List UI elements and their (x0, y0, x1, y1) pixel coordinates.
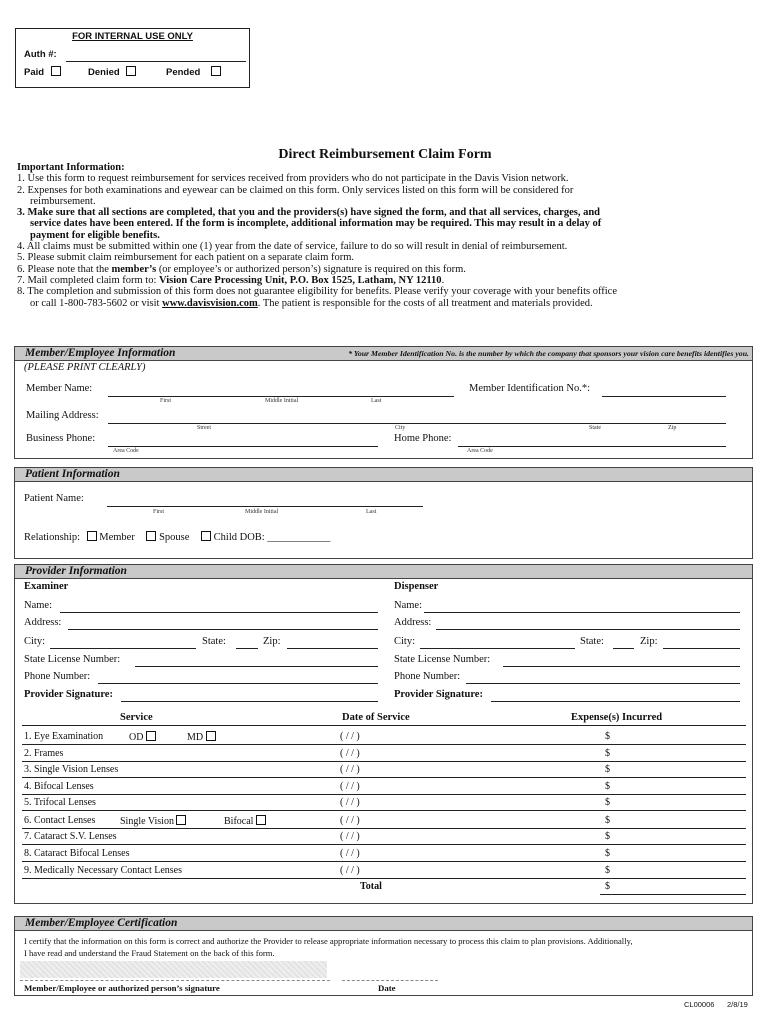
service-column-header: Service (120, 712, 153, 723)
denied-option (88, 66, 136, 78)
md-label: MD (187, 732, 204, 743)
auth-label: Auth #: (24, 49, 57, 60)
important-heading: Important Information: (17, 162, 125, 173)
date-of-service-field[interactable]: ( / / ) (340, 797, 360, 808)
pended-option (166, 66, 221, 78)
mailing-address-label: Mailing Address: (26, 410, 99, 421)
dispenser-state-label: State: (580, 636, 604, 647)
dispenser-phone-label: Phone Number: (394, 671, 461, 682)
service-header-rule (22, 725, 746, 726)
home-phone-field[interactable] (458, 446, 726, 447)
paid-option (24, 66, 61, 78)
row-line (22, 777, 746, 778)
patient-heading: Patient Information (25, 468, 120, 480)
relationship-label: Relationship: (24, 532, 80, 543)
auth-field[interactable] (66, 61, 246, 62)
examiner-zip-field[interactable] (287, 648, 378, 649)
md-checkbox[interactable] (206, 731, 216, 741)
total-row (22, 881, 746, 895)
bifocal-checkbox[interactable] (256, 815, 266, 825)
service-label: 9. Medically Necessary Contact Lenses (24, 865, 183, 876)
home-phone-label: Home Phone: (394, 433, 452, 444)
city-caption: City (395, 425, 406, 431)
patient-last-caption: Last (366, 509, 377, 515)
certification-text-1: I certify that the information on this form is correct and authorize the Provider to release appropriate information necessary to process this claim to plan provisions. Additionally, (24, 936, 633, 946)
info-item-1: 1. Use this form to request reimbursement for services received from providers who do not participate in the Davis Vision network. (17, 173, 569, 185)
expense-dollar[interactable]: $ (605, 748, 610, 759)
date-of-service-field[interactable]: ( / / ) (340, 764, 360, 775)
patient-name-field[interactable] (107, 506, 423, 507)
info-item-8-c: . The patient is responsible for the costs of all treatment and materials provided. (257, 297, 593, 309)
member-name-label: Member Name: (26, 383, 93, 394)
date-of-service-field[interactable]: ( / / ) (340, 865, 360, 876)
member-heading: Member/Employee Information (25, 347, 176, 359)
expense-dollar[interactable]: $ (605, 848, 610, 859)
patient-name-label: Patient Name: (24, 493, 84, 504)
member-option-label: Member (99, 532, 135, 543)
expense-dollar[interactable]: $ (605, 797, 610, 808)
member-signature-field[interactable] (20, 961, 327, 978)
date-column-header: Date of Service (342, 712, 410, 723)
dispenser-license-label: State License Number: (394, 654, 491, 665)
dispenser-city-label: City: (394, 636, 416, 647)
service-row (22, 764, 746, 778)
member-id-field[interactable] (602, 396, 726, 397)
zip-caption: Zip (668, 425, 677, 431)
single-vision-label: Single Vision (120, 816, 174, 827)
info-item-2-cont: reimbursement. (30, 195, 96, 207)
od-label: OD (129, 732, 144, 743)
examiner-heading: Examiner (24, 581, 69, 592)
examiner-city-field[interactable] (50, 648, 196, 649)
patient-middle-caption: Middle Initial (245, 509, 279, 515)
info-item-3-cont: service dates have been entered. If the form is incomplete, additional information may be required. This may result in a delay of (30, 218, 602, 230)
service-label: 4. Bifocal Lenses (24, 781, 94, 792)
info-item-4: 4. All claims must be submitted within one (1) year from the date of service, failure to do so will result in denial of reimbursement. (17, 241, 568, 253)
date-of-service-field[interactable]: ( / / ) (340, 731, 360, 742)
row-line (22, 810, 746, 811)
service-label: 7. Cataract S.V. Lenses (24, 831, 117, 842)
info-item-7 (17, 275, 757, 286)
certification-section-header (14, 916, 753, 931)
date-of-service-field[interactable]: ( / / ) (340, 831, 360, 842)
row-line (22, 744, 746, 745)
certification-heading: Member/Employee Certification (25, 917, 178, 929)
dispenser-city-field[interactable] (420, 648, 575, 649)
examiner-license-label: State License Number: (24, 654, 121, 665)
dispenser-zip-field[interactable] (663, 648, 740, 649)
date-of-service-field[interactable]: ( / / ) (340, 748, 360, 759)
denied-label: Denied (88, 67, 120, 78)
examiner-state-label: State: (202, 636, 226, 647)
total-label: Total (360, 881, 382, 892)
row-line (22, 861, 746, 862)
member-id-note: * Your Member Identification No. is the number by which the company that sponsors your vision care benefits identifies you. (348, 349, 749, 358)
single-vision-checkbox[interactable] (176, 815, 186, 825)
expense-dollar[interactable]: $ (605, 831, 610, 842)
row-line (22, 828, 746, 829)
member-checkbox[interactable] (87, 531, 97, 541)
dispenser-signature-label: Provider Signature: (394, 689, 483, 700)
dispenser-address-label: Address: (394, 617, 432, 628)
pended-checkbox[interactable] (211, 66, 221, 76)
provider-heading: Provider Information (25, 565, 127, 577)
member-first-caption: First (160, 398, 172, 404)
home-area-code-caption: Area Code (467, 448, 493, 454)
dispenser-signature-field[interactable] (491, 701, 740, 702)
expense-dollar[interactable]: $ (605, 764, 610, 775)
service-label: 2. Frames (24, 748, 64, 759)
certification-text-2: I have read and understand the Fraud Statement on the back of this form. (24, 948, 275, 958)
business-area-code-caption: Area Code (113, 448, 139, 454)
dispenser-address-field[interactable] (436, 629, 740, 630)
service-row (22, 848, 746, 862)
pended-label: Pended (166, 67, 201, 78)
dispenser-state-field[interactable] (613, 648, 634, 649)
child-dob-label: Child DOB: (213, 532, 265, 543)
service-label: 5. Trifocal Lenses (24, 797, 96, 808)
od-checkbox[interactable] (146, 731, 156, 741)
service-row (22, 731, 746, 745)
examiner-address-field[interactable] (68, 629, 378, 630)
expense-column-header: Expense(s) Incurred (571, 712, 663, 723)
member-signature-line (20, 980, 330, 981)
service-label: 3. Single Vision Lenses (24, 764, 119, 775)
expense-dollar[interactable]: $ (605, 781, 610, 792)
member-name-field[interactable] (108, 396, 454, 397)
examiner-name-field[interactable] (60, 612, 378, 613)
paid-checkbox[interactable] (51, 66, 61, 76)
business-phone-field[interactable] (108, 446, 378, 447)
date-of-service-field[interactable]: ( / / ) (340, 781, 360, 792)
row-line (22, 761, 746, 762)
info-item-7-a: 7. Mail completed claim form to: (17, 274, 160, 286)
date-of-service-field[interactable]: ( / / ) (340, 815, 360, 826)
service-row (22, 865, 746, 879)
total-line (600, 894, 746, 895)
examiner-license-field[interactable] (135, 666, 378, 667)
info-item-6 (17, 264, 757, 275)
child-dob-field[interactable]: ____________ (267, 532, 331, 543)
info-item-5: 5. Please submit claim reimbursement for each patient on a separate claim form. (17, 252, 355, 264)
info-item-7-c: . (441, 274, 445, 286)
denied-checkbox[interactable] (126, 66, 136, 76)
spouse-checkbox[interactable] (146, 531, 156, 541)
examiner-city-label: City: (24, 636, 46, 647)
info-item-8: 8. The completion and submission of this form does not guarantee eligibility for benefits. Please verify your coverage with your benefits office (17, 286, 618, 298)
single-vision-option (120, 815, 186, 827)
child-checkbox[interactable] (201, 531, 211, 541)
row-line (22, 844, 746, 845)
info-item-8-cont (17, 298, 757, 309)
spouse-option-label: Spouse (159, 532, 190, 543)
info-item-6-c: (or employee’s or authorized person’s) signature is required on this form. (156, 263, 466, 275)
date-of-service-field[interactable]: ( / / ) (340, 848, 360, 859)
service-row (22, 815, 746, 829)
expense-dollar[interactable]: $ (605, 731, 610, 742)
mail-address: Vision Care Processing Unit, P.O. Box 1525, Latham, NY 12110 (159, 274, 442, 286)
examiner-address-label: Address: (24, 617, 62, 628)
internal-use-title: FOR INTERNAL USE ONLY (72, 31, 193, 42)
service-label: 8. Cataract Bifocal Lenses (24, 848, 130, 859)
service-row (22, 831, 746, 845)
form-code: CL00006 (684, 1000, 715, 1009)
dispenser-phone-field[interactable] (466, 683, 740, 684)
member-section-header (14, 346, 753, 361)
info-item-8-a: or call 1-800-783-5602 or visit (30, 297, 163, 309)
member-middle-caption: Middle Initial (265, 398, 299, 404)
examiner-state-field[interactable] (236, 648, 258, 649)
form-title: Direct Reimbursement Claim Form (278, 147, 492, 162)
service-label: 1. Eye Examination (24, 731, 104, 742)
form-revision-date: 2/8/19 (727, 1000, 748, 1009)
dispenser-heading: Dispenser (394, 581, 439, 592)
info-item-3: 3. Make sure that all sections are completed, that you and the providers(s) have signed the form, and that all services, charges, and (17, 207, 601, 219)
provider-section-header (14, 564, 753, 579)
row-line (22, 794, 746, 795)
service-row (22, 748, 746, 762)
bifocal-option (224, 815, 266, 827)
cert-date-label: Date (378, 983, 396, 993)
od-option (129, 731, 156, 743)
info-item-6-b: member’s (111, 263, 157, 275)
dispenser-name-field[interactable] (424, 612, 740, 613)
row-line (22, 878, 746, 879)
examiner-zip-label: Zip: (263, 636, 281, 647)
expense-dollar[interactable]: $ (605, 865, 610, 876)
bifocal-label: Bifocal (224, 816, 254, 827)
examiner-phone-field[interactable] (98, 683, 378, 684)
mailing-address-field[interactable] (108, 423, 726, 424)
business-phone-label: Business Phone: (26, 433, 96, 444)
total-dollar[interactable]: $ (605, 881, 610, 892)
cert-date-line[interactable] (342, 980, 438, 981)
md-option (187, 731, 216, 743)
davis-vision-link[interactable]: www.davisvision.com (162, 297, 258, 309)
member-id-label: Member Identification No.*: (469, 383, 591, 394)
examiner-phone-label: Phone Number: (24, 671, 91, 682)
print-clearly: (PLEASE PRINT CLEARLY) (24, 362, 146, 373)
info-item-6-a: 6. Please note that the (17, 263, 112, 275)
street-caption: Street (197, 425, 211, 431)
paid-label: Paid (24, 67, 45, 78)
member-last-caption: Last (371, 398, 382, 404)
important-information (17, 162, 757, 309)
service-row (22, 781, 746, 795)
dispenser-license-field[interactable] (503, 666, 740, 667)
state-caption: State (589, 425, 601, 431)
examiner-signature-label: Provider Signature: (24, 689, 113, 700)
examiner-name-label: Name: (24, 600, 52, 611)
info-item-2: 2. Expenses for both examinations and eyewear can be claimed on this form. Only services listed on this form will be considered for (17, 184, 574, 196)
service-label: 6. Contact Lenses (24, 815, 96, 826)
dispenser-zip-label: Zip: (640, 636, 658, 647)
patient-first-caption: First (153, 509, 165, 515)
dispenser-name-label: Name: (394, 600, 422, 611)
internal-use-box (15, 28, 250, 88)
examiner-signature-field[interactable] (121, 701, 378, 702)
service-row (22, 797, 746, 811)
patient-section-header (14, 467, 753, 482)
info-item-3-cont2: payment for eligible benefits. (30, 229, 160, 241)
relationship-row (24, 531, 330, 543)
expense-dollar[interactable]: $ (605, 815, 610, 826)
member-signature-label: Member/Employee or authorized person’s signature (24, 983, 220, 993)
